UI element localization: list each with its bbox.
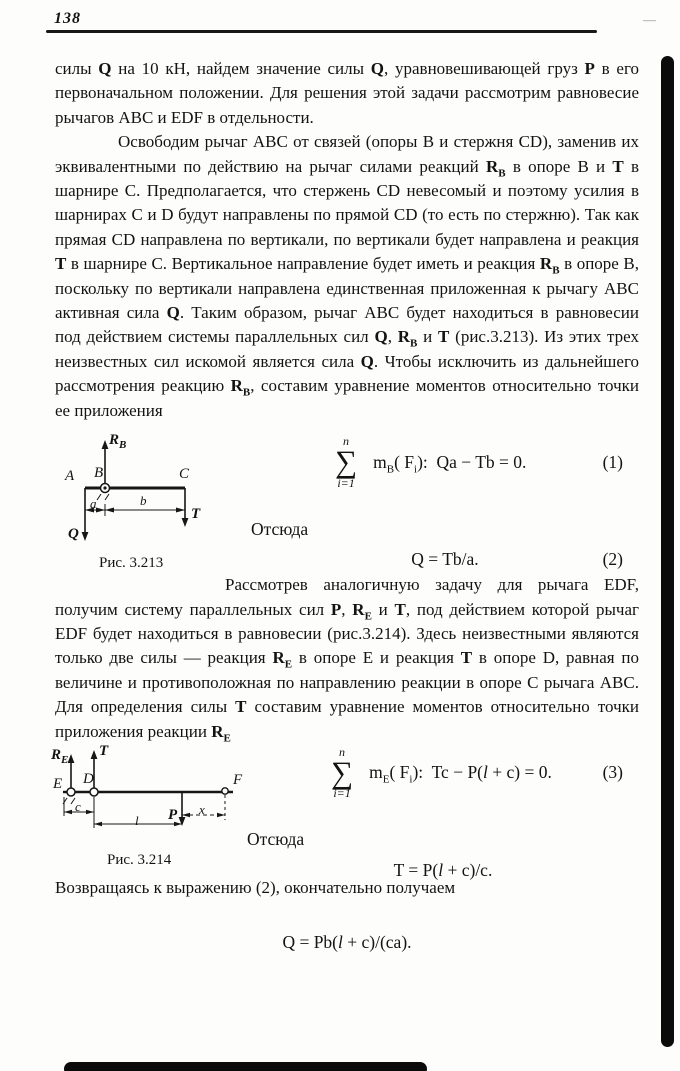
hence-text-2: Отсюда xyxy=(247,829,305,850)
scan-bottom-bar xyxy=(64,1062,427,1071)
hence-text-1: Отсюда xyxy=(251,518,309,539)
header-rule xyxy=(46,30,597,33)
force-label-t2: T xyxy=(99,742,109,759)
equation-2 xyxy=(251,547,639,571)
force-label-rb: $R_B$ xyxy=(109,432,127,452)
dimension-label-x: x xyxy=(199,801,205,817)
paragraph-3: Рассмотрев аналогичную задачу для рычага EDF, получим систему параллельных сил P, $R_E$ и T, под действием которой рычаг EDF будет находиться в равновесии (рис.3.214). Здесь неизвестными являются только две силы — реакция $R_E$ в опоре E и реакция T в опоре D, равная по величине и противоположная по направлению реакции в опоре C рычага ABC. Для определения силы T составим уравнение моментов относительно точки приложения реакции $R_E$ xyxy=(55,575,640,744)
equation-4 xyxy=(247,858,639,882)
point-label-f: F xyxy=(233,771,243,788)
point-label-a: A xyxy=(65,468,75,485)
figure-equation-row-1 xyxy=(55,433,639,573)
equation-1-body: $m_B$( $F_i$): Qa − Tb = 0. xyxy=(373,451,527,476)
equation-3 xyxy=(331,744,639,799)
sigma-icon: ∑ xyxy=(335,444,358,480)
force-label-t1: T xyxy=(191,506,201,523)
paragraph-1: силы Q на 10 кН, найдем значение силы Q, уравновешивающей груз P в его первоначальном положении. Для решения этой задачи рассмотрим равновесие рычагов ABC и EDF в отдельности. xyxy=(55,59,640,127)
equation-1-number: (1) xyxy=(602,451,623,472)
figure-3-214 xyxy=(51,744,247,876)
figure-3-213 xyxy=(55,433,251,573)
sum-upper-limit: n xyxy=(343,434,350,449)
point-label-c: C xyxy=(179,466,190,483)
sum-lower-limit: i=1 xyxy=(337,475,355,490)
force-label-re: $R_E$ xyxy=(51,746,69,766)
point-label-e: E xyxy=(53,775,63,792)
page-content xyxy=(51,57,640,955)
force-label-p: P xyxy=(168,806,178,823)
equation-4-body: T = P(l + c)/c. xyxy=(393,859,493,880)
page-number: 138 xyxy=(54,10,81,27)
sum-upper-limit: n xyxy=(339,744,346,759)
scan-edge-bar xyxy=(661,56,674,1047)
figure-3-214-caption: Рис. 3.214 xyxy=(107,851,172,868)
equation-2-body: Q = Tb/a. xyxy=(411,548,479,569)
summation-symbol-2 xyxy=(331,746,353,799)
dimension-label-c: c xyxy=(75,798,81,814)
sigma-icon: ∑ xyxy=(331,754,354,790)
dimension-label-l: l xyxy=(135,812,139,828)
figure-3-213-caption: Рис. 3.213 xyxy=(99,555,164,572)
dimension-label-a: a xyxy=(90,496,97,512)
equation-5: Q = Pb(l + c)/(ca). xyxy=(282,932,412,953)
equation-1 xyxy=(335,433,639,488)
equation-2-number: (2) xyxy=(602,548,623,569)
point-label-b: B xyxy=(94,465,104,482)
paragraph-4: Возвращаясь к выражению (2), окончательно получаем xyxy=(55,877,456,897)
equation-3-body: $m_E$( $F_i$): Tc − P(l + c) = 0. xyxy=(369,762,552,786)
equations-column-2 xyxy=(247,744,639,882)
equation-3-number: (3) xyxy=(602,762,623,783)
scan-corner-mark: — xyxy=(643,12,656,27)
dimension-label-b: b xyxy=(140,493,147,509)
sum-lower-limit: i=1 xyxy=(333,786,351,801)
force-label-q: Q xyxy=(68,526,79,543)
paragraph-2: Освободим рычаг ABC от связей (опоры B и стержня CD), заменив их эквивалентными по действию на рычаг силами реакций $R_B$ в опоре B и T в шарнире C. Предполагается, что стержень CD невесомый и поэтому усилия в шарнирах C и D будут направлены по прямой CD (то есть по стержню). Так как прямая CD направлена по вертикали, по вертикали будет направлена и реакция T в шарнире C. Вертикальное направление будет иметь и реакция $R_B$ в опоре B, поскольку по вертикали направлена единственная приложенная к рычагу ABC активная сила Q. Таким образом, рычаг ABC будет находиться в равновесии под действием системы параллельных сил Q, $R_B$ и T (рис.3.213). Из этих трех неизвестных сил искомой является сила Q. Чтобы исключить из дальнейшего рассмотрения реакцию $R_B$, составим уравнение моментов относительно точки ее приложения xyxy=(55,132,640,420)
point-label-d: D xyxy=(83,770,94,787)
summation-symbol-1 xyxy=(335,435,357,488)
equations-column-1 xyxy=(251,433,639,571)
figure-equation-row-2 xyxy=(51,742,639,880)
